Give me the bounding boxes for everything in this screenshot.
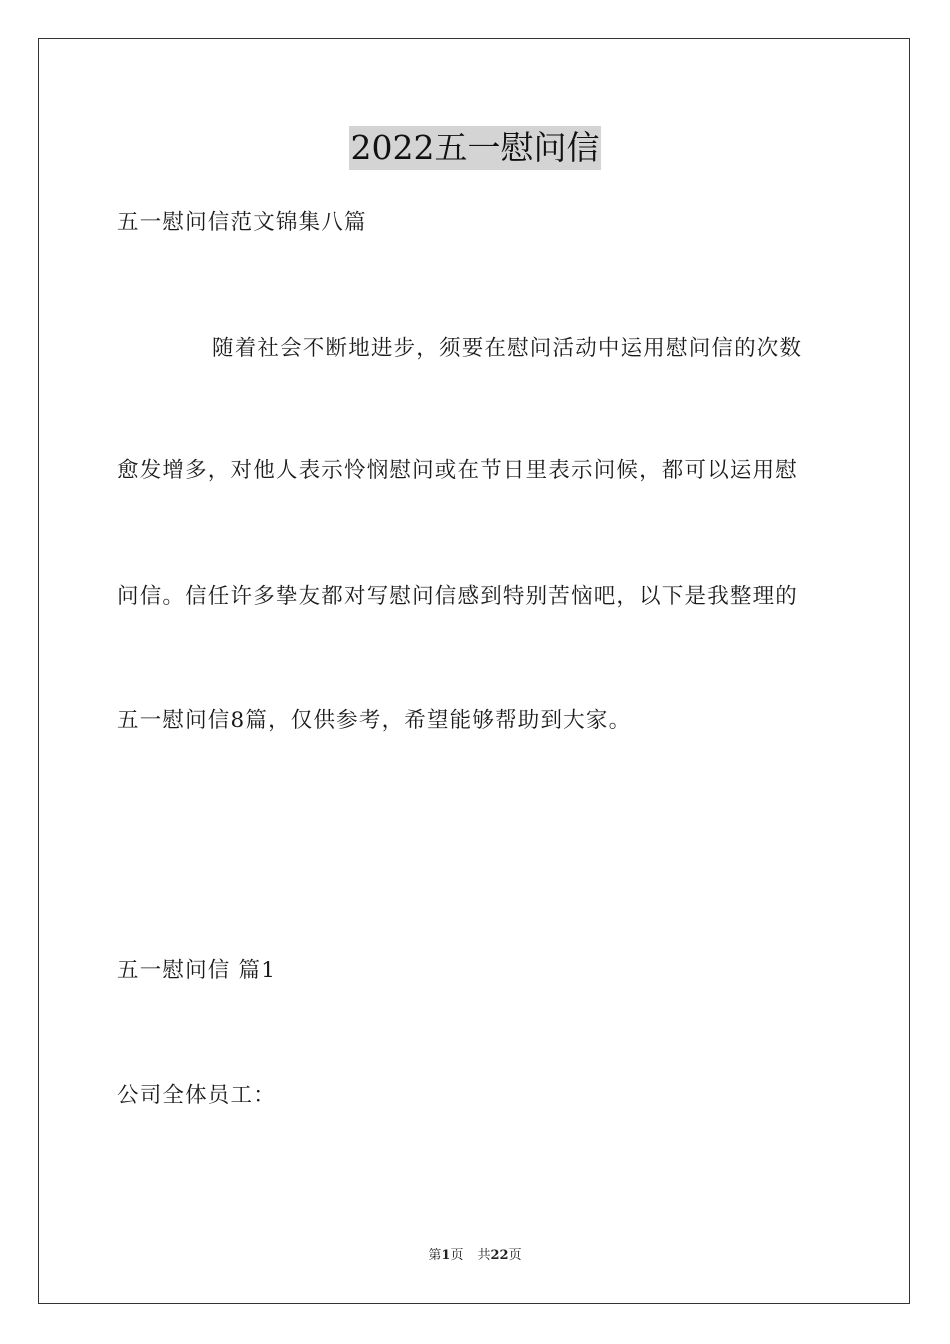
page-footer bbox=[0, 1246, 950, 1266]
document-subtitle: 五一慰问信范文锦集八篇 bbox=[117, 210, 367, 235]
footer-total-prefix: 共 bbox=[477, 1248, 491, 1263]
footer-total-suffix: 页 bbox=[508, 1248, 522, 1263]
footer-page-prefix: 第 bbox=[428, 1248, 442, 1263]
footer-page-total: 22 bbox=[490, 1248, 509, 1263]
title-container bbox=[0, 126, 950, 170]
footer-page-current: 1 bbox=[441, 1248, 451, 1263]
paragraph-line-2: 愈发增多，对他人表示怜悯慰问或在节日里表示问候，都可以运用慰 bbox=[117, 458, 799, 483]
paragraph-line-1: 随着社会不断地进步，须要在慰问活动中运用慰问信的次数 bbox=[212, 336, 803, 361]
document-title: 2022五一慰问信 bbox=[349, 126, 602, 170]
footer-page-suffix: 页 bbox=[450, 1248, 464, 1263]
paragraph-line-3: 问信。信任许多挚友都对写慰问信感到特别苦恼吧，以下是我整理的 bbox=[117, 584, 799, 609]
salutation: 公司全体员工： bbox=[117, 1083, 276, 1108]
paragraph-line-4: 五一慰问信8篇，仅供参考，希望能够帮助到大家。 bbox=[117, 708, 632, 733]
section-heading: 五一慰问信 篇1 bbox=[117, 958, 277, 983]
